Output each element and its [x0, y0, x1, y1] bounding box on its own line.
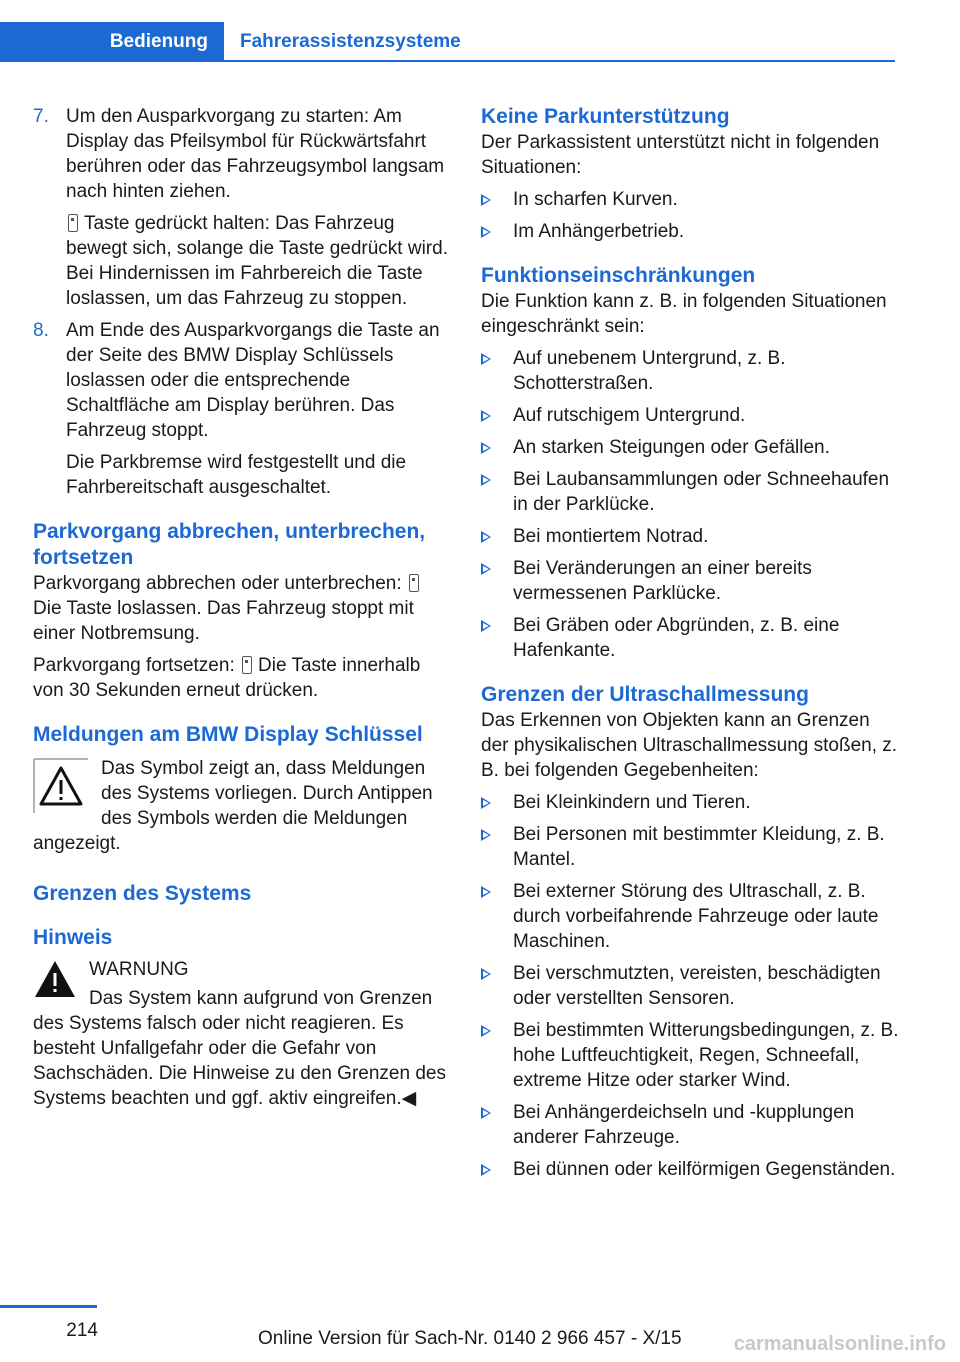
key-button-icon: [68, 214, 78, 232]
triangle-bullet-icon: [481, 1164, 491, 1176]
heading-keine-parkunterstuetzung: Keine Parkunterstützung: [481, 105, 730, 128]
heading-meldungen: Meldungen am BMW Display Schlüssel: [33, 723, 423, 746]
page-header: [0, 22, 895, 62]
list-item: Bei bestimmten Witterungsbedingungen, z. B. hohe Luftfeuchtigkeit, Regen, Schneefall, extreme Hitze oder starker Wind.: [481, 1018, 901, 1093]
list-item: Bei dünnen oder keilförmigen Gegenständen.: [481, 1157, 901, 1182]
list-item: Bei Personen mit bestimmter Kleidung, z. B. Mantel.: [481, 822, 901, 872]
list-item: Im Anhängerbetrieb.: [481, 219, 901, 244]
step-7: [33, 104, 453, 311]
warning-label: WARNUNG: [89, 959, 189, 980]
footer-rule: [0, 1305, 97, 1308]
triangle-bullet-icon: [481, 563, 491, 575]
heading-hinweis: Hinweis: [33, 926, 113, 949]
step-text: Die Parkbremse wird festgestellt und die Fahrbereitschaft ausgeschaltet.: [66, 452, 407, 498]
list-funktion: [481, 346, 901, 663]
spacer: [33, 748, 453, 756]
spacer: [33, 907, 453, 925]
list-item: Bei Anhängerdeichseln und -kupplungen anderer Fahrzeuge.: [481, 1100, 901, 1150]
watermark: carmanualsonline.info: [733, 1333, 946, 1355]
list-item: Bei externer Störung des Ultraschall, z. B. durch vorbeifahrende Fahrzeuge oder laute Maschinen.: [481, 879, 901, 954]
triangle-bullet-icon: [481, 353, 491, 365]
list-keine: [481, 187, 901, 244]
list-item: Auf unebenem Untergrund, z. B. Schotterstraßen.: [481, 346, 901, 396]
paragraph: Parkvorgang abbrechen oder unterbrechen: Die Taste loslassen. Das Fahrzeug stoppt mit einer Notbremsung.: [33, 571, 453, 646]
step-8: [33, 318, 453, 500]
triangle-bullet-icon: [481, 620, 491, 632]
triangle-bullet-icon: [481, 829, 491, 841]
paragraph: Das Symbol zeigt an, dass Meldungen des Systems vorliegen. Durch Antippen des Symbols werden die Meldungen angezeigt.: [33, 758, 433, 854]
heading-abbrechen: Parkvorgang abbrechen, unterbrechen, fortsetzen: [33, 520, 426, 569]
meldungen-block: [33, 756, 453, 856]
tab-fahrerassistenzsysteme[interactable]: Fahrerassistenzsysteme: [240, 31, 461, 52]
key-button-icon: [242, 656, 252, 674]
warning-triangle-icon: [33, 959, 77, 999]
left-column: [33, 104, 453, 1118]
triangle-bullet-icon: [481, 410, 491, 422]
header-rule: [0, 60, 895, 62]
triangle-bullet-icon: [481, 226, 491, 238]
list-item: In scharfen Kurven.: [481, 187, 901, 212]
triangle-bullet-icon: [481, 797, 491, 809]
step-text: Taste gedrückt halten: Das Fahrzeug bewegt sich, solange die Taste gedrückt wird. Bei Hindernissen im Fahrbereich die Taste loslassen, um das Fahrzeug zu stoppen.: [66, 213, 448, 309]
step-text: Am Ende des Ausparkvorgangs die Taste an der Seite des BMW Display Schlüssels loslassen oder die entsprechende Schaltfläche am Display berühren. Das Fahrzeug stoppt.: [66, 320, 440, 441]
triangle-bullet-icon: [481, 442, 491, 454]
list-item: Auf rutschigem Untergrund.: [481, 403, 901, 428]
page-number: 214: [66, 1320, 98, 1341]
heading-ultraschall: Grenzen der Ultraschallmessung: [481, 683, 809, 706]
list-item: Bei Veränderungen an einer bereits vermessenen Parklücke.: [481, 556, 901, 606]
triangle-bullet-icon: [481, 1107, 491, 1119]
triangle-bullet-icon: [481, 886, 491, 898]
paragraph: Parkvorgang fortsetzen: Die Taste innerhalb von 30 Sekunden erneut drücken.: [33, 655, 421, 701]
warning-outline-icon: [33, 758, 89, 814]
step-number: 8.: [33, 320, 49, 341]
warning-text: Das System kann aufgrund von Grenzen des Systems falsch oder nicht reagieren. Es besteht Unfallgefahr oder die Gefahr von Sachschäden. Die Hinweise zu den Grenzen des Systems beachten und ggf. aktiv eingreifen.◀: [33, 988, 446, 1109]
paragraph: Das Erkennen von Objekten kann an Grenzen der physikalischen Ultraschallmessung stoßen, z. B. bei folgenden Gegebenheiten:: [481, 710, 898, 781]
triangle-bullet-icon: [481, 1025, 491, 1037]
spacer: [33, 710, 453, 722]
triangle-bullet-icon: [481, 474, 491, 486]
key-button-icon: [409, 574, 419, 592]
triangle-bullet-icon: [481, 194, 491, 206]
step-text: Um den Ausparkvorgang zu starten: Am Display das Pfeilsymbol für Rückwärtsfahrt berühren oder das Fahrzeugsymbol langsam nach hinten ziehen.: [66, 106, 445, 202]
list-item: An starken Steigungen oder Gefällen.: [481, 435, 901, 460]
tab-bedienung[interactable]: Bedienung: [0, 22, 224, 62]
paragraph: Der Parkassistent unterstützt nicht in folgenden Situationen:: [481, 132, 880, 178]
step-number: 7.: [33, 106, 49, 127]
spacer: [33, 507, 453, 519]
triangle-bullet-icon: [481, 968, 491, 980]
online-version-note: Online Version für Sach-Nr. 0140 2 966 457 - X/15: [258, 1328, 682, 1349]
spacer: [481, 251, 901, 263]
triangle-bullet-icon: [481, 531, 491, 543]
list-item: Bei Gräben oder Abgründen, z. B. eine Hafenkante.: [481, 613, 901, 663]
list-item: Bei verschmutzten, vereisten, beschädigten oder verstellten Sensoren.: [481, 961, 901, 1011]
list-item: Bei montiertem Notrad.: [481, 524, 901, 549]
right-column: [481, 104, 901, 1189]
paragraph: Die Funktion kann z. B. in folgenden Situationen eingeschränkt sein:: [481, 291, 887, 337]
heading-grenzen: Grenzen des Systems: [33, 882, 252, 905]
spacer: [481, 670, 901, 682]
list-item: Bei Laubansammlungen oder Schneehaufen in der Parklücke.: [481, 467, 901, 517]
heading-funktionseinschraenkungen: Funktionseinschränkungen: [481, 264, 756, 287]
list-ultra: [481, 790, 901, 1182]
warning-block: [33, 957, 453, 1111]
spacer: [33, 863, 453, 881]
list-item: Bei Kleinkindern und Tieren.: [481, 790, 901, 815]
